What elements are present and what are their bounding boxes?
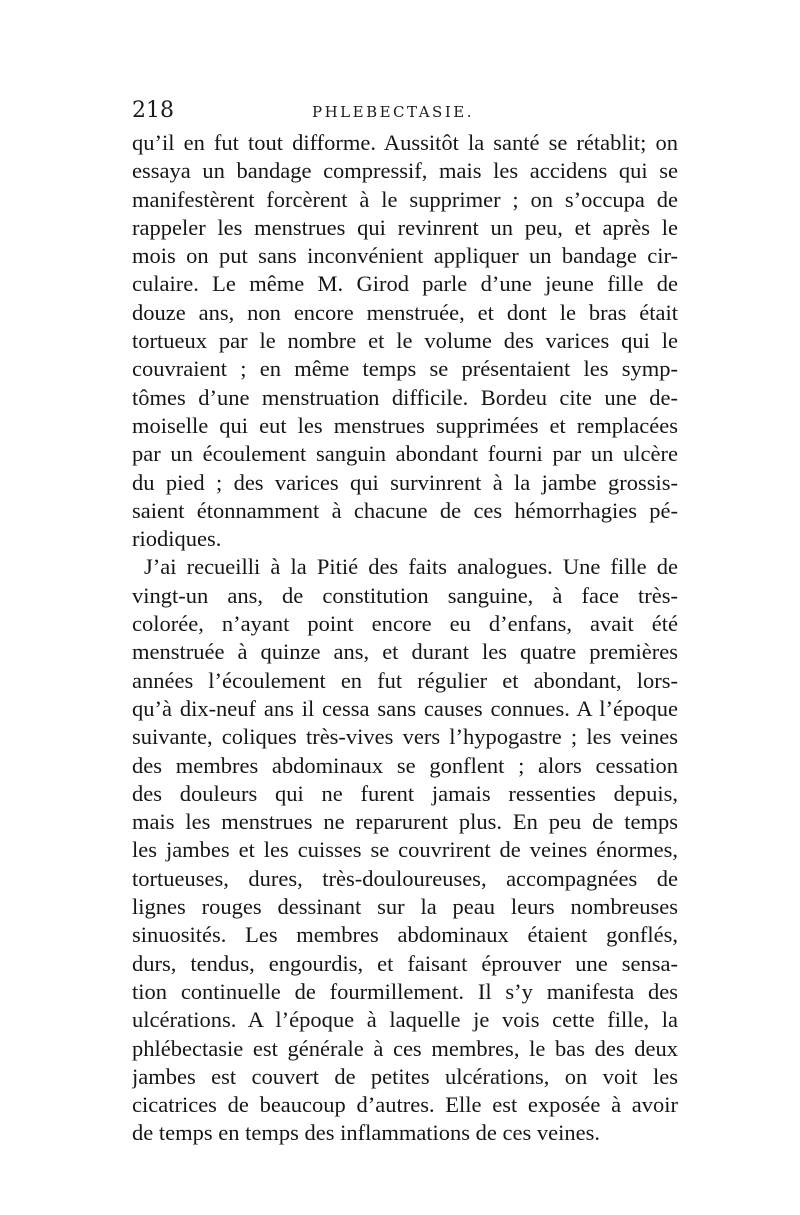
text-line: des douleurs qui ne furent jamais ressenties depuis, (132, 780, 678, 806)
text-line: saient étonnamment à chacune de ces hémorrhagies pé- (132, 497, 678, 523)
text-line: vingt-un ans, de constitution sanguine, à face très- (132, 582, 678, 608)
text-line: tortueuses, dures, très-douloureuses, accompagnées de (132, 865, 678, 891)
text-line: sinuosités. Les membres abdominaux étaient gonflés, (132, 922, 678, 948)
text-line: jambes est couvert de petites ulcérations, on voit les (132, 1063, 678, 1089)
running-head (132, 96, 676, 130)
text-line: de temps en temps des inflammations de ces veines. (132, 1120, 601, 1146)
text-line: lignes rouges dessinant sur la peau leurs nombreuses (132, 894, 678, 920)
text-line: tômes d’une menstruation difficile. Bordeu cite une de- (132, 384, 678, 410)
text-line: couvraient ; en même temps se présentaient les symp- (132, 356, 678, 382)
text-line: menstruée à quinze ans, et durant les quatre premières (132, 639, 678, 665)
text-line: suivante, coliques très-vives vers l’hypogastre ; les veines (132, 724, 678, 750)
body-text (132, 129, 678, 1148)
text-line: phlébectasie est générale à ces membres, le bas des deux (132, 1035, 678, 1061)
page-number: 218 (132, 98, 174, 123)
text-line: colorée, n’ayant point encore eu d’enfans, avait été (132, 611, 678, 637)
paragraph-1 (132, 129, 678, 553)
text-line: J’ai recueilli à la Pitié des faits analogues. Une fille de (144, 554, 678, 580)
text-line: cicatrices de beaucoup d’autres. Elle est exposée à avoir (132, 1092, 678, 1118)
text-line: des membres abdominaux se gonflent ; alors cessation (132, 752, 678, 778)
text-line: moiselle qui eut les menstrues supprimées et remplacées (132, 412, 678, 438)
text-line: les jambes et les cuisses se couvrirent de veines énormes, (132, 837, 678, 863)
text-line: ulcérations. A l’époque à laquelle je vois cette fille, la (132, 1007, 678, 1033)
text-line: du pied ; des varices qui survinrent à la jambe grossis- (132, 469, 678, 495)
text-line: qu’à dix-neuf ans il cessa sans causes connues. A l’époque (132, 695, 678, 721)
text-line: riodiques. (132, 526, 222, 552)
paragraph-2 (132, 553, 678, 1147)
text-line: mois on put sans inconvénient appliquer un bandage cir- (132, 243, 678, 269)
running-title: PHLEBECTASIE. (312, 103, 474, 121)
text-line: années l’écoulement en fut régulier et abondant, lors- (132, 667, 678, 693)
text-line: essaya un bandage compressif, mais les accidens qui se (132, 158, 678, 184)
text-line: douze ans, non encore menstruée, et dont le bras était (132, 299, 678, 325)
text-line: tortueux par le nombre et le volume des varices qui le (132, 328, 678, 354)
text-line: par un écoulement sanguin abondant fourni par un ulcère (132, 441, 678, 467)
text-line: durs, tendus, engourdis, et faisant éprouver une sensa- (132, 950, 678, 976)
text-line: culaire. Le même M. Girod parle d’une jeune fille de (132, 271, 678, 297)
text-line: rappeler les menstrues qui revinrent un peu, et après le (132, 214, 678, 240)
text-line: manifestèrent forcèrent à le supprimer ; on s’occupa de (132, 186, 678, 212)
text-line: mais les menstrues ne reparurent plus. En peu de temps (132, 809, 678, 835)
text-line: tion continuelle de fourmillement. Il s’y manifesta des (132, 978, 678, 1004)
text-line: qu’il en fut tout difforme. Aussitôt la santé se rétablit; on (132, 130, 678, 155)
